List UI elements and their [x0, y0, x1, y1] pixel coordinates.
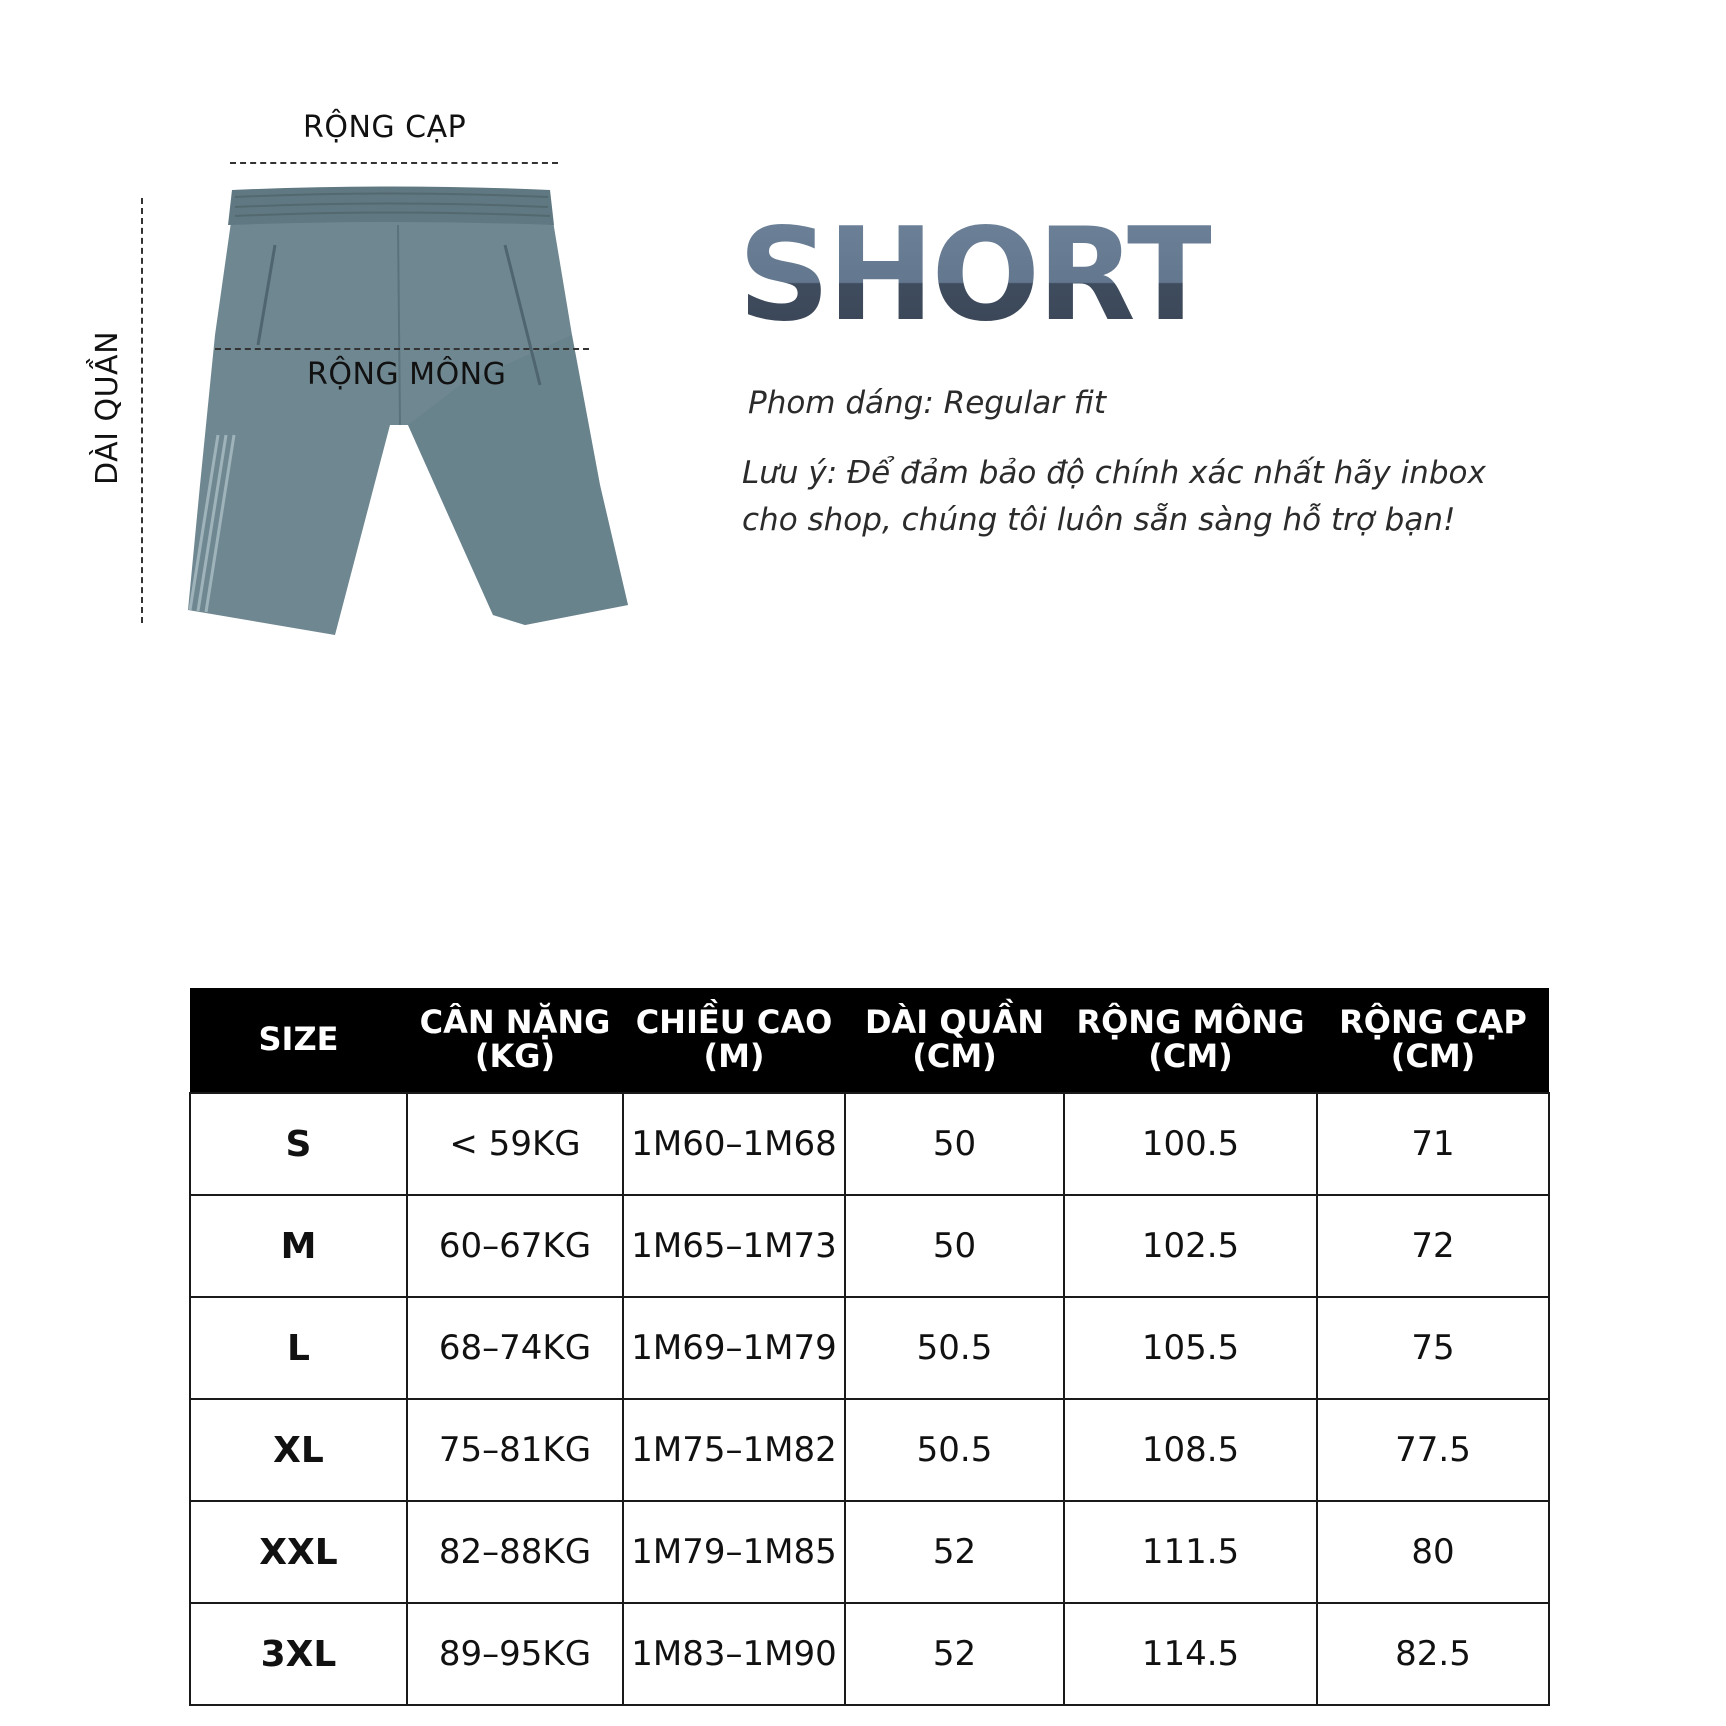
- weight-cell: < 59KG: [407, 1093, 623, 1195]
- size-cell: XXL: [190, 1501, 407, 1603]
- waist-width-cell: 77.5: [1317, 1399, 1549, 1501]
- hip-width-cell: 105.5: [1064, 1297, 1317, 1399]
- length-cell: 50: [845, 1195, 1064, 1297]
- table-row: [190, 1399, 1549, 1501]
- waist-width-cell: 71: [1317, 1093, 1549, 1195]
- note-line-2: cho shop, chúng tôi luôn sẵn sàng hỗ trợ bạn!: [742, 502, 1456, 538]
- height-cell: 1M79–1M85: [623, 1501, 845, 1603]
- header-length: DÀI QUẦN (CM): [845, 988, 1064, 1093]
- product-title: SHORT: [738, 201, 1212, 350]
- hip-width-cell: 111.5: [1064, 1501, 1317, 1603]
- header-waist-width: RỘNG CẠP (CM): [1317, 988, 1549, 1093]
- height-cell: 1M60–1M68: [623, 1093, 845, 1195]
- waist-width-cell: 80: [1317, 1501, 1549, 1603]
- table-header-row: [190, 988, 1549, 1093]
- fit-description: Phom dáng: Regular fit: [748, 385, 1106, 421]
- waist-width-dashed-line: [230, 162, 558, 164]
- size-cell: S: [190, 1093, 407, 1195]
- length-cell: 52: [845, 1501, 1064, 1603]
- table-row: [190, 1093, 1549, 1195]
- weight-cell: 60–67KG: [407, 1195, 623, 1297]
- header-weight: CÂN NẶNG (KG): [407, 988, 623, 1093]
- height-cell: 1M65–1M73: [623, 1195, 845, 1297]
- length-label: DÀI QUẦN: [90, 330, 125, 485]
- hip-width-cell: 114.5: [1064, 1603, 1317, 1705]
- shorts-body: [188, 187, 628, 636]
- shorts-illustration: [160, 185, 640, 645]
- header-size: SIZE: [190, 988, 407, 1093]
- weight-cell: 82–88KG: [407, 1501, 623, 1603]
- length-cell: 50.5: [845, 1399, 1064, 1501]
- waist-width-cell: 72: [1317, 1195, 1549, 1297]
- hip-width-cell: 100.5: [1064, 1093, 1317, 1195]
- height-cell: 1M75–1M82: [623, 1399, 845, 1501]
- waist-width-cell: 82.5: [1317, 1603, 1549, 1705]
- weight-cell: 75–81KG: [407, 1399, 623, 1501]
- height-cell: 1M83–1M90: [623, 1603, 845, 1705]
- hip-width-label: RỘNG MÔNG: [307, 357, 507, 392]
- size-cell: L: [190, 1297, 407, 1399]
- size-cell: XL: [190, 1399, 407, 1501]
- hip-width-cell: 108.5: [1064, 1399, 1317, 1501]
- length-cell: 50.5: [845, 1297, 1064, 1399]
- length-dashed-line: [141, 198, 143, 623]
- hip-width-dashed-line: [215, 348, 589, 350]
- table-row: [190, 1297, 1549, 1399]
- height-cell: 1M69–1M79: [623, 1297, 845, 1399]
- header-hip-width: RỘNG MÔNG (CM): [1064, 988, 1317, 1093]
- length-cell: 50: [845, 1093, 1064, 1195]
- length-cell: 52: [845, 1603, 1064, 1705]
- table-row: [190, 1501, 1549, 1603]
- size-cell: 3XL: [190, 1603, 407, 1705]
- table-row: [190, 1603, 1549, 1705]
- size-chart-table: [189, 988, 1550, 1706]
- weight-cell: 89–95KG: [407, 1603, 623, 1705]
- waist-width-label: RỘNG CẠP: [303, 110, 467, 145]
- note-line-1: Lưu ý: Để đảm bảo độ chính xác nhất hãy inbox: [742, 455, 1486, 491]
- header-height: CHIỀU CAO (M): [623, 988, 845, 1093]
- hip-width-cell: 102.5: [1064, 1195, 1317, 1297]
- weight-cell: 68–74KG: [407, 1297, 623, 1399]
- size-cell: M: [190, 1195, 407, 1297]
- waist-width-cell: 75: [1317, 1297, 1549, 1399]
- table-row: [190, 1195, 1549, 1297]
